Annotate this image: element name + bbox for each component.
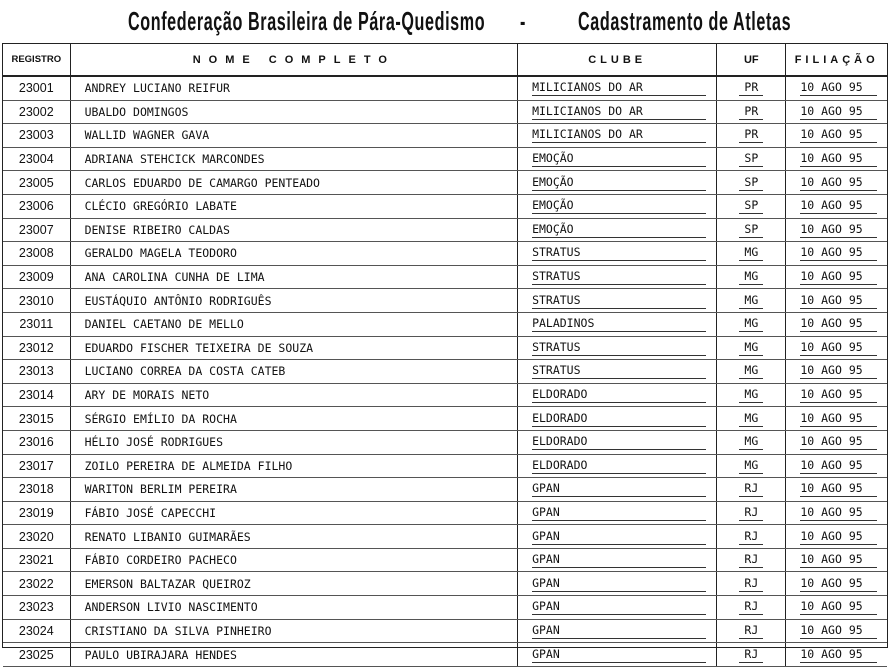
- clube-cell: [518, 147, 717, 171]
- clube-cell-text: GPAN: [532, 481, 706, 497]
- filiacao-cell-text: 10 AGO 95: [800, 127, 877, 143]
- registro-cell: 23005: [3, 171, 70, 195]
- clube-cell: [518, 619, 717, 643]
- uf-cell-text: SP: [739, 151, 763, 167]
- filiacao-cell-text: 10 AGO 95: [800, 552, 877, 568]
- table-row: [3, 360, 887, 384]
- uf-cell-text: RJ: [739, 505, 763, 521]
- filiacao-cell-text: 10 AGO 95: [800, 104, 877, 120]
- table-row: [3, 430, 887, 454]
- clube-cell-text: STRATUS: [532, 269, 706, 285]
- uf-cell: [717, 501, 786, 525]
- clube-cell-text: GPAN: [532, 529, 706, 545]
- registro-cell: 23015: [3, 407, 70, 431]
- clube-cell: [518, 76, 717, 100]
- registro-cell: 23017: [3, 454, 70, 478]
- filiacao-cell: [786, 430, 887, 454]
- filiacao-cell-text: 10 AGO 95: [800, 434, 877, 450]
- clube-cell: [518, 218, 717, 242]
- filiacao-cell-text: 10 AGO 95: [800, 458, 877, 474]
- table-row: [3, 289, 887, 313]
- filiacao-cell: [786, 147, 887, 171]
- registro-cell: 23011: [3, 312, 70, 336]
- nome-cell: DENISE RIBEIRO CALDAS: [70, 218, 518, 242]
- clube-cell-text: GPAN: [532, 599, 706, 615]
- clube-cell: [518, 242, 717, 266]
- table-header-row: [3, 44, 887, 76]
- filiacao-cell-text: 10 AGO 95: [800, 505, 877, 521]
- filiacao-cell-text: 10 AGO 95: [800, 151, 877, 167]
- nome-cell: LUCIANO CORREA DA COSTA CATEB: [70, 360, 518, 384]
- table-row: [3, 194, 887, 218]
- clube-cell: [518, 643, 717, 667]
- filiacao-cell: [786, 76, 887, 100]
- table-row: [3, 171, 887, 195]
- uf-cell: [717, 383, 786, 407]
- uf-cell: [717, 265, 786, 289]
- filiacao-cell: [786, 383, 887, 407]
- clube-cell-text: STRATUS: [532, 340, 706, 356]
- column-header-uf: UF: [717, 44, 786, 76]
- filiacao-cell: [786, 596, 887, 620]
- nome-cell: PAULO UBIRAJARA HENDES: [70, 643, 518, 667]
- table-row: [3, 312, 887, 336]
- clube-cell-text: MILICIANOS DO AR: [532, 104, 706, 120]
- clube-cell-text: ELDORADO: [532, 411, 706, 427]
- filiacao-cell-text: 10 AGO 95: [800, 576, 877, 592]
- registro-cell: 23009: [3, 265, 70, 289]
- column-header-registro: REGISTRO: [3, 44, 70, 76]
- filiacao-cell-text: 10 AGO 95: [800, 623, 877, 639]
- registro-cell: 23012: [3, 336, 70, 360]
- clube-cell-text: ELDORADO: [532, 434, 706, 450]
- clube-cell: [518, 478, 717, 502]
- uf-cell-text: PR: [739, 127, 763, 143]
- uf-cell: [717, 430, 786, 454]
- table-row: [3, 548, 887, 572]
- uf-cell: [717, 619, 786, 643]
- filiacao-cell: [786, 478, 887, 502]
- filiacao-cell: [786, 525, 887, 549]
- clube-cell: [518, 548, 717, 572]
- clube-cell-text: MILICIANOS DO AR: [532, 80, 706, 96]
- clube-cell-text: PALADINOS: [532, 316, 706, 332]
- table-row: [3, 478, 887, 502]
- nome-cell: CARLOS EDUARDO DE CAMARGO PENTEADO: [70, 171, 518, 195]
- clube-cell: [518, 194, 717, 218]
- table-row: [3, 525, 887, 549]
- uf-cell: [717, 478, 786, 502]
- uf-cell-text: MG: [739, 316, 763, 332]
- uf-cell-text: MG: [739, 387, 763, 403]
- uf-cell-text: SP: [739, 222, 763, 238]
- table-row: [3, 619, 887, 643]
- uf-cell-text: SP: [739, 175, 763, 191]
- table-row: [3, 100, 887, 124]
- table-row: [3, 454, 887, 478]
- filiacao-cell: [786, 289, 887, 313]
- clube-cell: [518, 171, 717, 195]
- clube-cell: [518, 124, 717, 148]
- column-header-nome: NOME COMPLETO: [70, 44, 518, 76]
- nome-cell: EDUARDO FISCHER TEIXEIRA DE SOUZA: [70, 336, 518, 360]
- uf-cell: [717, 218, 786, 242]
- registro-cell: 23016: [3, 430, 70, 454]
- registro-cell: 23023: [3, 596, 70, 620]
- filiacao-cell-text: 10 AGO 95: [800, 481, 877, 497]
- nome-cell: ZOILO PEREIRA DE ALMEIDA FILHO: [70, 454, 518, 478]
- clube-cell-text: EMOÇÃO: [532, 175, 706, 191]
- filiacao-cell: [786, 194, 887, 218]
- nome-cell: SÉRGIO EMÍLIO DA ROCHA: [70, 407, 518, 431]
- registro-cell: 23006: [3, 194, 70, 218]
- registro-cell: 23020: [3, 525, 70, 549]
- registro-cell: 23021: [3, 548, 70, 572]
- clube-cell: [518, 525, 717, 549]
- clube-cell-text: STRATUS: [532, 245, 706, 261]
- uf-cell-text: MG: [739, 245, 763, 261]
- clube-cell-text: ELDORADO: [532, 458, 706, 474]
- nome-cell: ADRIANA STEHCICK MARCONDES: [70, 147, 518, 171]
- uf-cell-text: RJ: [739, 529, 763, 545]
- clube-cell-text: GPAN: [532, 623, 706, 639]
- uf-cell-text: MG: [739, 340, 763, 356]
- nome-cell: ANDREY LUCIANO REIFUR: [70, 76, 518, 100]
- filiacao-cell: [786, 407, 887, 431]
- filiacao-cell-text: 10 AGO 95: [800, 222, 877, 238]
- uf-cell-text: RJ: [739, 552, 763, 568]
- table-row: [3, 383, 887, 407]
- uf-cell: [717, 100, 786, 124]
- uf-cell: [717, 360, 786, 384]
- filiacao-cell: [786, 548, 887, 572]
- filiacao-cell-text: 10 AGO 95: [800, 80, 877, 96]
- filiacao-cell-text: 10 AGO 95: [800, 340, 877, 356]
- clube-cell-text: GPAN: [532, 647, 706, 663]
- table-row: [3, 218, 887, 242]
- clube-cell: [518, 596, 717, 620]
- filiacao-cell-text: 10 AGO 95: [800, 411, 877, 427]
- uf-cell-text: RJ: [739, 599, 763, 615]
- clube-cell: [518, 336, 717, 360]
- uf-cell-text: MG: [739, 434, 763, 450]
- nome-cell: WALLID WAGNER GAVA: [70, 124, 518, 148]
- filiacao-cell: [786, 643, 887, 667]
- table-row: [3, 242, 887, 266]
- clube-cell-text: MILICIANOS DO AR: [532, 127, 706, 143]
- uf-cell: [717, 147, 786, 171]
- registro-cell: 23013: [3, 360, 70, 384]
- uf-cell: [717, 194, 786, 218]
- clube-cell: [518, 407, 717, 431]
- registro-cell: 23025: [3, 643, 70, 667]
- uf-cell-text: RJ: [739, 647, 763, 663]
- page-title: [0, 6, 890, 40]
- filiacao-cell-text: 10 AGO 95: [800, 245, 877, 261]
- clube-cell: [518, 100, 717, 124]
- clube-cell-text: EMOÇÃO: [532, 198, 706, 214]
- registro-cell: 23007: [3, 218, 70, 242]
- uf-cell: [717, 525, 786, 549]
- uf-cell: [717, 312, 786, 336]
- registro-cell: 23004: [3, 147, 70, 171]
- uf-cell-text: SP: [739, 198, 763, 214]
- registro-cell: 23010: [3, 289, 70, 313]
- uf-cell-text: RJ: [739, 623, 763, 639]
- clube-cell: [518, 454, 717, 478]
- uf-cell-text: PR: [739, 104, 763, 120]
- uf-cell: [717, 171, 786, 195]
- filiacao-cell-text: 10 AGO 95: [800, 529, 877, 545]
- title-organization: Confederação Brasileira de Pára-Quedismo: [128, 6, 486, 36]
- filiacao-cell: [786, 336, 887, 360]
- filiacao-cell-text: 10 AGO 95: [800, 269, 877, 285]
- table-row: [3, 76, 887, 100]
- uf-cell: [717, 124, 786, 148]
- table-row: [3, 265, 887, 289]
- uf-cell: [717, 289, 786, 313]
- table-row: [3, 572, 887, 596]
- title-subject: Cadastramento de Atletas: [578, 6, 792, 36]
- nome-cell: CLÉCIO GREGÓRIO LABATE: [70, 194, 518, 218]
- registro-cell: 23022: [3, 572, 70, 596]
- nome-cell: HÉLIO JOSÉ RODRIGUES: [70, 430, 518, 454]
- filiacao-cell: [786, 100, 887, 124]
- registro-cell: 23001: [3, 76, 70, 100]
- athlete-registry-table: [2, 43, 888, 662]
- table-row: [3, 407, 887, 431]
- uf-cell: [717, 572, 786, 596]
- uf-cell: [717, 336, 786, 360]
- uf-cell-text: MG: [739, 411, 763, 427]
- uf-cell: [717, 454, 786, 478]
- clube-cell: [518, 312, 717, 336]
- filiacao-cell-text: 10 AGO 95: [800, 293, 877, 309]
- clube-cell-text: ELDORADO: [532, 387, 706, 403]
- filiacao-cell: [786, 124, 887, 148]
- uf-cell: [717, 242, 786, 266]
- table-row: [3, 124, 887, 148]
- uf-cell: [717, 596, 786, 620]
- filiacao-cell-text: 10 AGO 95: [800, 647, 877, 663]
- registro-cell: 23002: [3, 100, 70, 124]
- uf-cell-text: PR: [739, 80, 763, 96]
- filiacao-cell: [786, 242, 887, 266]
- filiacao-cell: [786, 572, 887, 596]
- clube-cell-text: STRATUS: [532, 293, 706, 309]
- filiacao-cell: [786, 312, 887, 336]
- uf-cell-text: RJ: [739, 481, 763, 497]
- uf-cell-text: MG: [739, 293, 763, 309]
- table-row: [3, 501, 887, 525]
- registro-cell: 23018: [3, 478, 70, 502]
- title-separator: -: [520, 6, 526, 36]
- filiacao-cell: [786, 619, 887, 643]
- filiacao-cell-text: 10 AGO 95: [800, 198, 877, 214]
- table-row: [3, 147, 887, 171]
- clube-cell-text: GPAN: [532, 552, 706, 568]
- clube-cell-text: EMOÇÃO: [532, 222, 706, 238]
- nome-cell: FÁBIO CORDEIRO PACHECO: [70, 548, 518, 572]
- filiacao-cell-text: 10 AGO 95: [800, 599, 877, 615]
- nome-cell: GERALDO MAGELA TEODORO: [70, 242, 518, 266]
- filiacao-cell: [786, 265, 887, 289]
- filiacao-cell-text: 10 AGO 95: [800, 363, 877, 379]
- filiacao-cell-text: 10 AGO 95: [800, 387, 877, 403]
- clube-cell: [518, 289, 717, 313]
- column-header-clube: CLUBE: [518, 44, 717, 76]
- nome-cell: ARY DE MORAIS NETO: [70, 383, 518, 407]
- table-row: [3, 643, 887, 667]
- uf-cell: [717, 643, 786, 667]
- registro-cell: 23008: [3, 242, 70, 266]
- nome-cell: EMERSON BALTAZAR QUEIROZ: [70, 572, 518, 596]
- nome-cell: ANDERSON LIVIO NASCIMENTO: [70, 596, 518, 620]
- clube-cell: [518, 572, 717, 596]
- nome-cell: FÁBIO JOSÉ CAPECCHI: [70, 501, 518, 525]
- registro-cell: 23019: [3, 501, 70, 525]
- uf-cell-text: RJ: [739, 576, 763, 592]
- filiacao-cell: [786, 360, 887, 384]
- clube-cell: [518, 265, 717, 289]
- filiacao-cell-text: 10 AGO 95: [800, 175, 877, 191]
- clube-cell-text: STRATUS: [532, 363, 706, 379]
- table-row: [3, 596, 887, 620]
- uf-cell: [717, 76, 786, 100]
- nome-cell: WARITON BERLIM PEREIRA: [70, 478, 518, 502]
- nome-cell: RENATO LIBANIO GUIMARÃES: [70, 525, 518, 549]
- uf-cell-text: MG: [739, 269, 763, 285]
- clube-cell: [518, 383, 717, 407]
- filiacao-cell-text: 10 AGO 95: [800, 316, 877, 332]
- filiacao-cell: [786, 454, 887, 478]
- filiacao-cell: [786, 218, 887, 242]
- nome-cell: UBALDO DOMINGOS: [70, 100, 518, 124]
- uf-cell: [717, 407, 786, 431]
- table-row: [3, 336, 887, 360]
- clube-cell: [518, 501, 717, 525]
- nome-cell: CRISTIANO DA SILVA PINHEIRO: [70, 619, 518, 643]
- uf-cell-text: MG: [739, 458, 763, 474]
- clube-cell-text: GPAN: [532, 576, 706, 592]
- clube-cell: [518, 430, 717, 454]
- nome-cell: ANA CAROLINA CUNHA DE LIMA: [70, 265, 518, 289]
- nome-cell: DANIEL CAETANO DE MELLO: [70, 312, 518, 336]
- column-header-filiacao: FILIAÇÃO: [786, 44, 887, 76]
- clube-cell-text: EMOÇÃO: [532, 151, 706, 167]
- uf-cell-text: MG: [739, 363, 763, 379]
- uf-cell: [717, 548, 786, 572]
- filiacao-cell: [786, 171, 887, 195]
- filiacao-cell: [786, 501, 887, 525]
- registro-cell: 23014: [3, 383, 70, 407]
- nome-cell: EUSTÁQUIO ANTÔNIO RODRIGUÊS: [70, 289, 518, 313]
- registro-cell: 23003: [3, 124, 70, 148]
- clube-cell-text: GPAN: [532, 505, 706, 521]
- clube-cell: [518, 360, 717, 384]
- registro-cell: 23024: [3, 619, 70, 643]
